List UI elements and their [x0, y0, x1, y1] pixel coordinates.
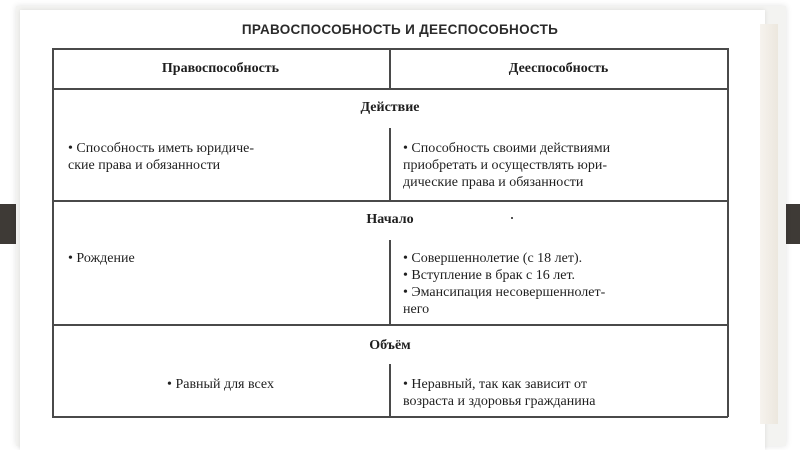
cell-scope-left — [52, 376, 389, 393]
cell-action-right — [403, 140, 715, 191]
page-edge-shadow — [760, 24, 778, 424]
cell-line: • Неравный, так как зависит от — [403, 377, 587, 392]
section-title-scope: Объём — [369, 338, 411, 353]
cell-start-left — [68, 250, 374, 267]
cell-line: него — [403, 302, 430, 317]
cell-line: возраста и здоровья гражданина — [403, 394, 596, 409]
cell-line: приобретать и осуществлять юри- — [403, 158, 607, 173]
section-title-action: Действие — [360, 100, 420, 115]
column-divider-3 — [389, 364, 391, 416]
section-divider-2 — [52, 324, 728, 326]
column-divider-2 — [389, 240, 391, 324]
cell-line: • Совершеннолетие (с 18 лет). — [403, 251, 583, 266]
cell-line: • Равный для всех — [167, 377, 274, 392]
cell-line: • Способность своими действиями — [403, 141, 611, 156]
section-divider-1 — [52, 200, 728, 202]
column-header-active-capacity: Дееспособность — [508, 61, 609, 76]
cell-line: дические права и обязанности — [403, 175, 584, 190]
table-border-bottom — [52, 416, 728, 418]
cell-scope-right — [403, 376, 715, 410]
cell-line: • Рождение — [68, 251, 135, 266]
cell-action-left — [68, 140, 374, 174]
cell-line: • Способность иметь юридиче- — [68, 141, 255, 156]
section-title-start: Начало — [366, 212, 414, 227]
cell-start-right — [403, 250, 715, 318]
document-title: ПРАВОСПОСОБНОСТЬ И ДЕЕСПОСОБНОСТЬ — [241, 22, 559, 37]
cell-line: • Вступление в брак с 16 лет. — [403, 268, 576, 283]
column-header-legal-capacity: Правоспособность — [161, 61, 280, 76]
column-divider-1 — [389, 128, 391, 200]
scan-speck — [511, 217, 513, 219]
cell-line: ские права и обязанности — [68, 158, 221, 173]
cell-line: • Эмансипация несовершеннолет- — [403, 285, 606, 300]
